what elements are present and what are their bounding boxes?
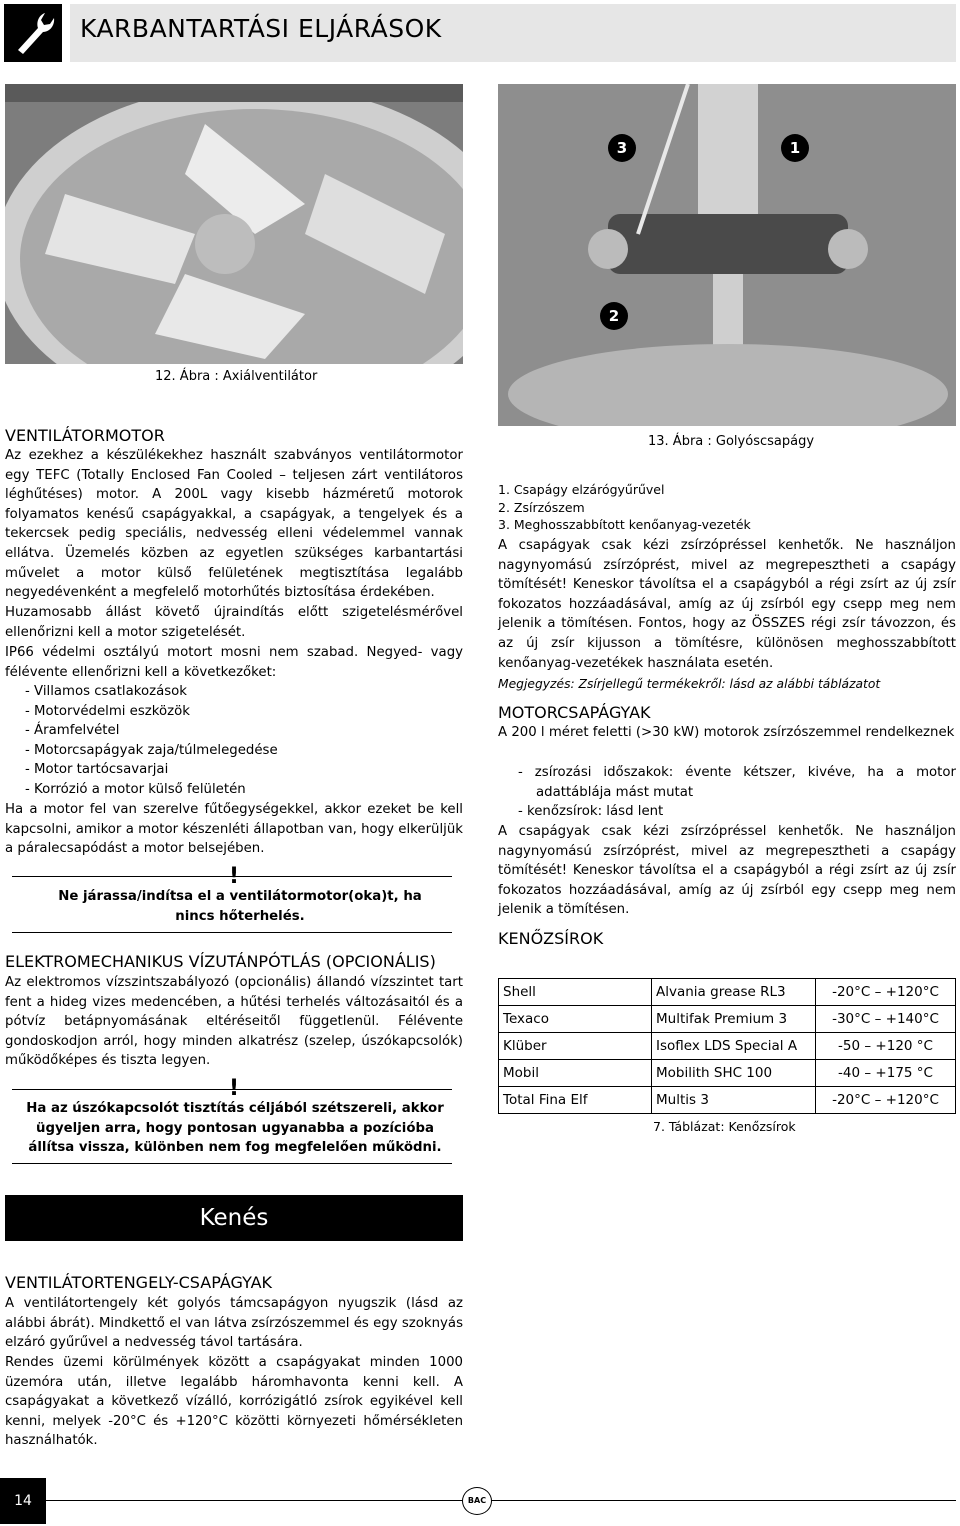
fanshaft-para-1: A ventilátortengely két golyós támcsapágyon nyugszik (lásd az alábbi ábrát). Mindkettő el van látva zsírzószemmel és egy szoknyás elzáró gyűrűvel a nedvesség távol tartására. — [5, 1296, 463, 1351]
page-number: 14 — [0, 1478, 46, 1524]
list-item: 2. Zsírzószem — [498, 499, 585, 515]
fanshaft-heading: VENTILÁTORTENGELY-CSAPÁGYAK — [5, 1273, 273, 1292]
motorbearings-item-1: - zsírozási időszakok: évente kétszer, kivéve, ha a motor adattáblája mást mutat — [518, 765, 956, 800]
makeup-warning: Ha az úszókapcsolót tisztítás céljából szétszereli, akkor ügyeljen arra, hogy pontosan ugyanabba a pozícióba állítsa vissza, különben nem fog megfelelően működni. — [26, 1101, 444, 1156]
makeup-heading: ELEKTROMECHANIKUS VÍZUTÁNPÓTLÁS (OPCIONÁLIS) — [5, 952, 436, 971]
bearing-note: Megjegyzés: Zsírjellegű termékekről: lásd az alábbi táblázatot — [498, 677, 881, 691]
table-cell: Mobil — [499, 1060, 652, 1087]
figure-13-caption: 13. Ábra : Golyóscsapágy — [648, 434, 815, 449]
divider — [12, 1163, 452, 1164]
motor-heading: VENTILÁTORMOTOR — [5, 426, 165, 445]
divider — [12, 876, 452, 877]
table-cell: Mobilith SHC 100 — [652, 1060, 816, 1087]
table-cell: -40 – +175 °C — [816, 1060, 956, 1087]
motorbearings-item-2: - kenőzsírok: lásd lent — [518, 804, 664, 819]
warning-icon — [5, 866, 463, 888]
table-cell: Multis 3 — [652, 1087, 816, 1114]
list-item: - Villamos csatlakozások — [25, 684, 187, 699]
bearing-label-1: 1 — [789, 139, 801, 157]
table-cell: Isoflex LDS Special A — [652, 1033, 816, 1060]
list-item: 1. Csapágy elzárógyűrűvel — [498, 482, 665, 497]
motorbearings-para-2: A csapágyak csak kézi zsírzópréssel kenhetők. Ne használjon nagynyomású zsírzóprést, mivel az megrepesztheti a csapágy tömítését! Keneskor távolítsa el a csapágyból a régi zsírt az új zsír fokozatos hozzáadásával, amíg az új zsírból egy csepp meg nem jelenik a tömítésen. — [498, 824, 956, 918]
list-item: - Motorcsapágyak zaja/túlmelegedése — [25, 742, 278, 758]
table-cell: -30°C – +140°C — [816, 1006, 956, 1033]
list-item: - Áramfelvétel — [25, 723, 120, 739]
bearing-label-2: 2 — [608, 307, 620, 325]
table-row — [499, 979, 956, 1006]
list-item: - Motor tartócsavarjai — [25, 762, 169, 778]
motor-para-2: Huzamosabb állást követő újraindítás előtt szigetelésmérővel ellenőrizni kell a motor szigetelését. — [5, 605, 463, 640]
page-title: KARBANTARTÁSI ELJÁRÁSOK — [80, 14, 442, 43]
motor-para-1: Az ezekhez a készülékekhez használt szabványos ventilátormotor egy TEFC (Totally Enclosed Fan Cooled – teljesen zárt ventilátoros léghűtéses) motor. A 200L vagy kisebb házméretű motorok folyamatos kenésű csapágyakkal, a csapágyak, a tengelyek és a tekercsek pedig speciális, nedvesség elleni védelemmel vannak ellátva. Üzemelés közben az egyetlen szükséges karbantartási művelet a motor külső felületének megtisztítása legalább negyedévenként a megfelelő motorhűtés biztosítása érdekében. — [5, 448, 463, 601]
table-cell: Multifak Premium 3 — [652, 1006, 816, 1033]
divider — [12, 1089, 452, 1090]
table-cell: -50 – +120 °C — [816, 1033, 956, 1060]
divider — [12, 932, 452, 933]
makeup-para: Az elektromos vízszintszabályozó (opcionális) állandó vízszintet tart fent a hideg vizes medencében, a hűtési terhelés változásaitól és a pótvíz betápnyomásának eltéréseitől függetlenül. Félévente gondoskodjon arról, hogy minden alkatrész (szelep, úszókapcsolók) működőképes és tiszta legyen. — [5, 975, 463, 1069]
axial-fan-photo — [5, 84, 463, 364]
wrench-icon — [4, 4, 62, 62]
motor-check-list — [25, 682, 483, 800]
table-cell: Alvania grease RL3 — [652, 979, 816, 1006]
bearing-para: A csapágyak csak kézi zsírzópréssel kenhetők. Ne használjon nagynyomású zsírzóprést, mivel az megrepesztheti a csapágy tömítését! Keneskor távolítsa el a csapágyból a régi zsírt az új zsír fokozatos hozzáadásával, amíg az új zsírból egy csepp meg nem jelenik a tömítésen. Fontos, hogy az ÖSSZES régi zsír távozzon, és az új zsír kijusson a tömítésre, különösen meghosszabbított kenőanyag-vezetékek használata esetén. — [498, 538, 956, 671]
grease-table — [498, 978, 956, 1114]
table-row — [499, 1006, 956, 1033]
ball-bearing-photo — [498, 84, 956, 426]
figure-12-caption: 12. Ábra : Axiálventilátor — [155, 369, 318, 384]
bearing-label-3: 3 — [616, 139, 628, 157]
fanshaft-para-2: Rendes üzemi körülmények között a csapágyakat minden 1000 üzemóra után, illetve legalább háromhavonta kenni kell. A csapágyakat a következő vízálló, korrózigátló zsírok egyikével kell kenni, melyek -20°C és +120°C közötti környezeti hőmérsékleten használhatók. — [5, 1355, 463, 1449]
table-cell: -20°C – +120°C — [816, 1087, 956, 1114]
motorbearings-heading: MOTORCSAPÁGYAK — [498, 703, 651, 722]
bearing-part-list — [498, 481, 956, 534]
table-cell: Texaco — [499, 1006, 652, 1033]
motorbearings-para-1: A 200 l méret feletti (>30 kW) motorok zsírzószemmel rendelkeznek — [498, 725, 955, 740]
footer-divider — [46, 1500, 956, 1501]
table-caption: 7. Táblázat: Kenőzsírok — [653, 1119, 796, 1134]
kenes-title: Kenés — [199, 1205, 269, 1231]
greases-heading: KENŐZSÍROK — [498, 929, 604, 948]
bac-logo: BAC — [462, 1487, 492, 1515]
motor-warning: Ne járassa/indítsa el a ventilátormotor(oka)t, ha nincs hőterhelés. — [58, 889, 422, 924]
motor-para-4: Ha a motor fel van szerelve fűtőegységekkel, akkor ezeket be kell kapcsolni, amikor a motor készenléti állapotban van, hogy elkerüljük a páralecsapódást a motor belsejében. — [5, 802, 463, 857]
list-item: 3. Meghosszabbított kenőanyag-vezeték — [498, 517, 751, 533]
table-row — [499, 1033, 956, 1060]
list-item: - Korrózió a motor külső felületén — [25, 781, 246, 797]
table-row — [499, 1060, 956, 1087]
table-cell: -20°C – +120°C — [816, 979, 956, 1006]
table-row — [499, 1087, 956, 1114]
table-cell: Total Fina Elf — [499, 1087, 652, 1114]
list-item: - Motorvédelmi eszközök — [25, 703, 190, 719]
table-cell: Shell — [499, 979, 652, 1006]
table-cell: Klüber — [499, 1033, 652, 1060]
motor-para-3: IP66 védelmi osztályú motort mosni nem szabad. Negyed- vagy félévente ellenőrizni kell a következőket: — [5, 645, 463, 680]
